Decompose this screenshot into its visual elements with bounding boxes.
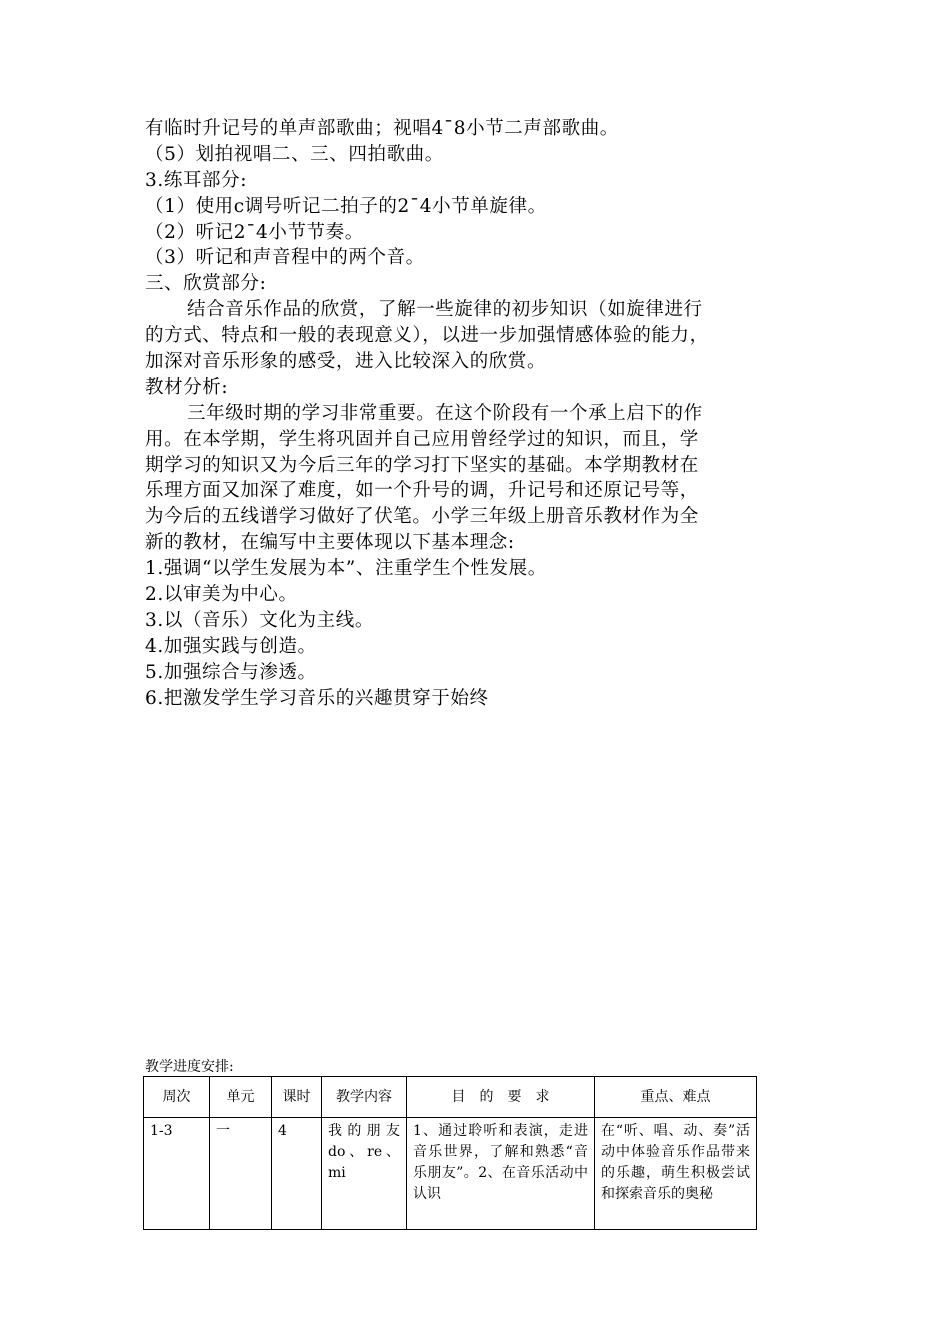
list-item: 5.加强综合与渗透。 <box>145 661 317 683</box>
cell-week: 1-3 <box>144 1118 210 1230</box>
paragraph-line: 三年级时期的学习非常重要。在这个阶段有一个承上启下的作 <box>187 402 703 424</box>
schedule-table <box>143 1076 757 1230</box>
section-heading: 教材分析: <box>145 376 229 398</box>
list-item: 1.强调“以学生发展为本”、注重学生个性发展。 <box>145 558 547 580</box>
paragraph-line: 新的教材，在编写中主要体现以下基本理念: <box>145 532 515 554</box>
list-item: 4.加强实践与创造。 <box>145 635 317 657</box>
header-goals: 目 的 要 求 <box>407 1077 595 1118</box>
table-header-row <box>144 1077 757 1118</box>
cell-goals: 1、通过聆听和表演，走进音乐世界，了解和熟悉“音乐朋友”。2、在音乐活动中认识 <box>407 1118 595 1230</box>
list-item: 3.以（音乐）文化为主线。 <box>145 609 374 631</box>
cell-content: 我的朋友do、re、mi <box>322 1118 407 1230</box>
cell-key-points: 在“听、唱、动、奏”活动中体验音乐作品带来的乐趣，萌生积极尝试和探索音乐的奥秘 <box>595 1118 757 1230</box>
cell-hours: 4 <box>272 1118 322 1230</box>
list-item: 6.把激发学生学习音乐的兴趣贯穿于始终 <box>145 687 489 709</box>
header-content: 教学内容 <box>322 1077 407 1118</box>
header-hours: 课时 <box>272 1077 322 1118</box>
table-row <box>144 1118 757 1230</box>
paragraph-line: 的方式、特点和一般的表现意义），以进一步加强情感体验的能力， <box>145 325 709 347</box>
header-week: 周次 <box>144 1077 210 1118</box>
text-line: 有临时升记号的单声部歌曲；视唱4¯8小节二声部歌曲。 <box>145 118 619 139</box>
section-heading: 3.练耳部分: <box>145 169 248 191</box>
header-unit: 单元 <box>210 1077 272 1118</box>
list-item: 2.以审美为中心。 <box>145 584 298 606</box>
text-line: （5）划拍视唱二、三、四拍歌曲。 <box>145 143 444 165</box>
paragraph-line: 乐理方面又加深了难度，如一个升号的调，升记号和还原记号等， <box>145 480 699 502</box>
paragraph-line: 加深对音乐形象的感受，进入比较深入的欣赏。 <box>145 351 547 373</box>
cell-unit: 一 <box>210 1118 272 1230</box>
section-heading: 三、欣赏部分: <box>145 273 267 295</box>
paragraph-line: 为今后的五线谱学习做好了伏笔。小学三年级上册音乐教材作为全 <box>145 506 699 528</box>
paragraph-line: 期学习的知识又为今后三年的学习打下坚实的基础。本学期教材在 <box>145 454 699 476</box>
text-line: （1）使用c调号听记二拍子的2¯4小节单旋律。 <box>145 195 547 217</box>
table-caption: 教学进度安排: <box>145 1059 234 1075</box>
text-line: （3）听记和声音程中的两个音。 <box>145 247 425 269</box>
paragraph-line: 结合音乐作品的欣赏，了解一些旋律的初步知识（如旋律进行 <box>187 299 703 321</box>
paragraph-line: 用。在本学期，学生将巩固并自己应用曾经学过的知识，而且，学 <box>145 428 699 450</box>
text-line: （2）听记2¯4小节节奏。 <box>145 221 364 243</box>
document-body <box>145 116 825 711</box>
header-key-points: 重点、难点 <box>595 1077 757 1118</box>
